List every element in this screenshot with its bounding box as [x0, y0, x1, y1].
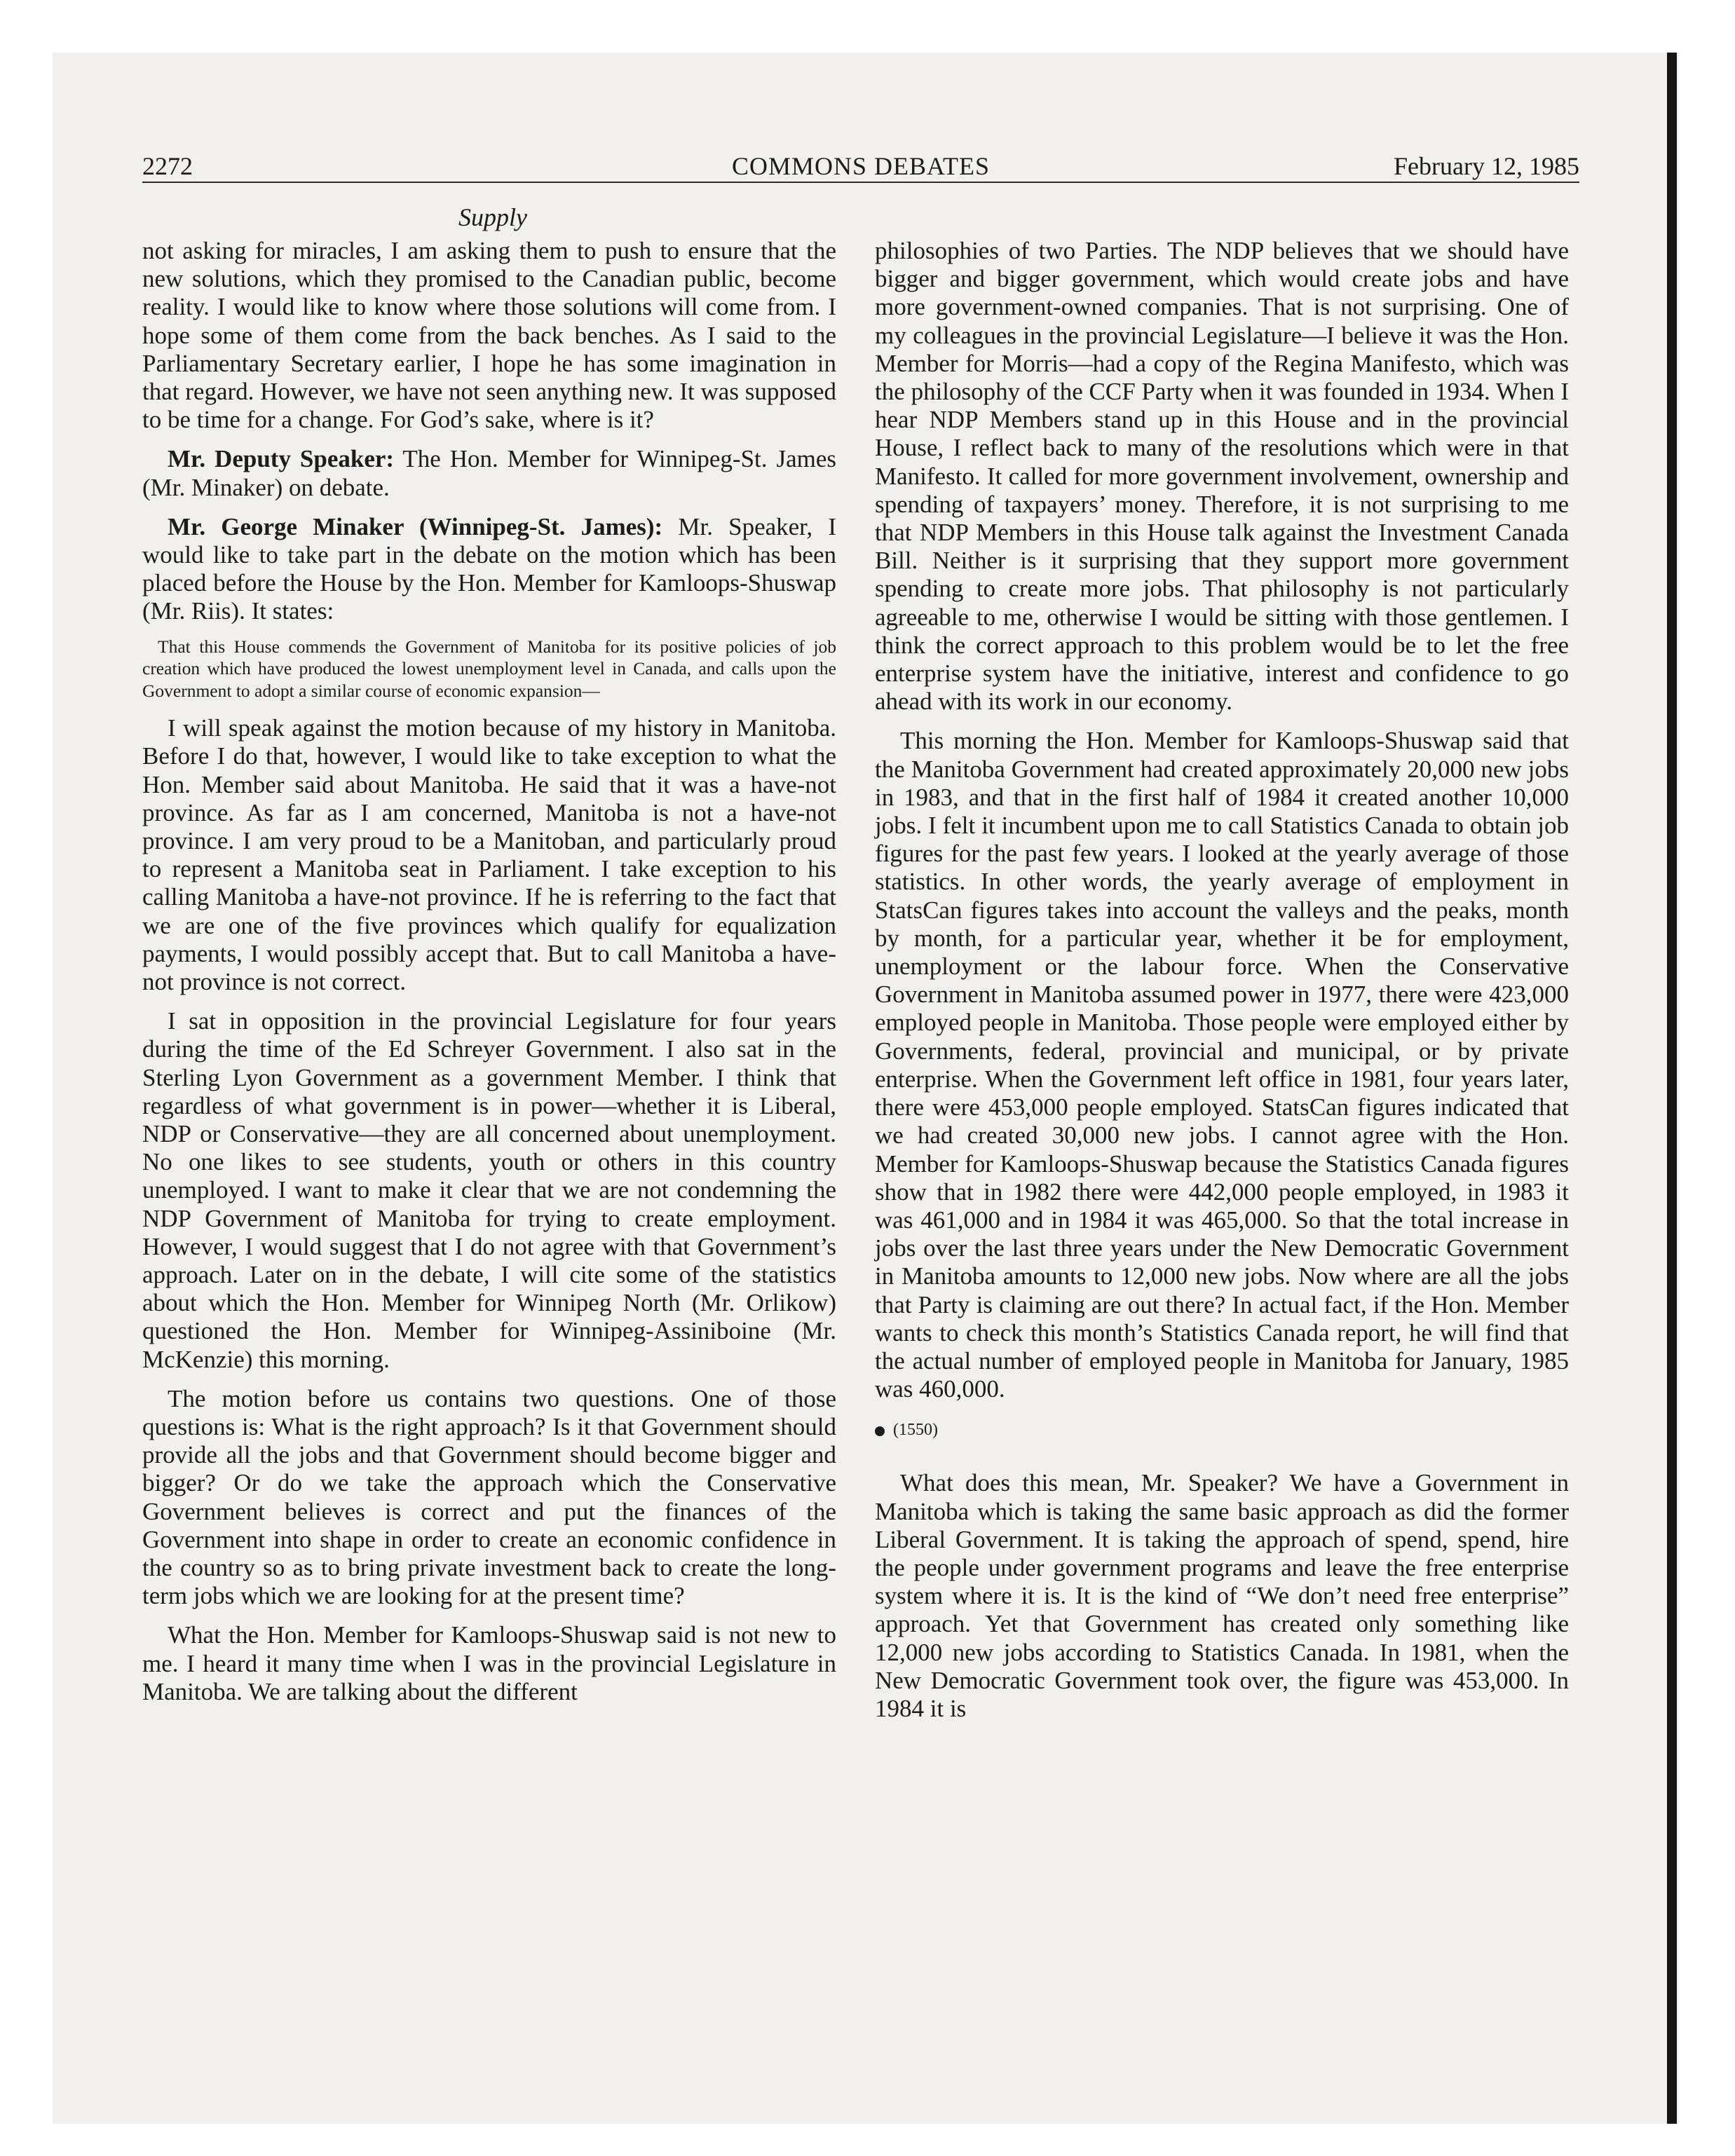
time-marker — [875, 1419, 1569, 1441]
paragraph: The motion before us contains two questions. One of those questions is: What is the right approach? Is it that Government should provide all the jobs and that Government should become bigger and bigger? Or do we take the approach which the Conservative Government believes is correct and put the finances of the Government into shape in order to create an economic confidence in the country so as to bring private investment back to create the long-term jobs which we are looking for at the present time? — [142, 1384, 836, 1610]
bullet-icon — [875, 1426, 885, 1436]
speech-text: The Hon. Member for Winnipeg-St. James (Mr. Minaker) on debate. — [142, 445, 836, 501]
header-rule — [142, 182, 1579, 183]
speaker-paragraph — [142, 445, 836, 501]
motion-quote: That this House commends the Government of Manitoba for its positive policies of job creation which have produced the lowest unemployment level in Canada, and calls upon the Government to adopt a similar course of economic expansion— — [142, 636, 836, 701]
publication-title: COMMONS DEBATES — [731, 152, 991, 180]
right-column — [875, 237, 1569, 1723]
publication-date: February 12, 1985 — [1394, 152, 1579, 180]
paragraph: What the Hon. Member for Kamloops-Shuswap said is not new to me. I heard it many time when I was in the provincial Legislature in Manitoba. We are talking about the different — [142, 1621, 836, 1705]
left-column — [142, 237, 836, 1706]
paragraph: This morning the Hon. Member for Kamloops-Shuswap said that the Manitoba Government had created approximately 20,000 new jobs in 1983, and that in the first half of 1984 it created another 10,000 jobs. I felt it incumbent upon me to call Statistics Canada to obtain job figures for the past few years. I looked at the yearly average of those statistics. In other words, the yearly average of employment in StatsCan figures takes into account the valleys and the peaks, month by month, for a particular year, whether it be for employment, unemployment or the labour force. When the Conservative Government in Manitoba assumed power in 1977, there were 423,000 employed people in Manitoba. Those people were employed either by Governments, federal, provincial and municipal, or by private enterprise. When the Government left office in 1981, four years later, there were 453,000 people employed. StatsCan figures indicated that we had created 30,000 new jobs. I cannot agree with the Hon. Member for Kamloops-Shuswap because the Statistics Canada figures show that in 1982 there were 442,000 people employed, in 1983 it was 461,000 and in 1984 it was 465,000. So that the total increase in jobs over the last three years under the New Democratic Government in Manitoba amounts to 12,000 new jobs. Now where are all the jobs that Party is claiming are out there? In actual fact, if the Hon. Member wants to check this month’s Statistics Canada report, he will find that the actual number of employed people in Manitoba for January, 1985 was 460,000. — [875, 727, 1569, 1403]
section-title: Supply — [458, 203, 527, 231]
page-number: 2272 — [142, 152, 193, 180]
page-header — [142, 149, 1579, 184]
paragraph: What does this mean, Mr. Speaker? We have a Government in Manitoba which is taking the same basic approach as did the former Liberal Government. It is taking the approach of spend, spend, hire the people under government programs and leave the free enterprise system where it is. It is the kind of “We don’t need free enterprise” approach. Yet that Government has created only something like 12,000 new jobs according to Statistics Canada. In 1981, when the New Democratic Government took over, the figure was 453,000. In 1984 it is — [875, 1469, 1569, 1722]
scan-edge-bar — [1667, 53, 1677, 2124]
speech-text: Mr. Speaker, I would like to take part in the debate on the motion which has been placed before the House by the Hon. Member for Kamloops-Shuswap (Mr. Riis). It states: — [142, 512, 836, 625]
speaker-name: Mr. George Minaker (Winnipeg-St. James): — [168, 512, 663, 540]
speaker-paragraph — [142, 513, 836, 626]
paragraph: philosophies of two Parties. The NDP believes that we should have bigger and bigger government, which would create jobs and have more government-owned companies. That is not surprising. One of my colleagues in the provincial Legislature—I believe it was the Hon. Member for Morris—had a copy of the Regina Manifesto, which was the philosophy of the CCF Party when it was founded in 1934. When I hear NDP Members stand up in this House and in the provincial House, I reflect back to many of the resolutions which were in that Manifesto. It called for more government involvement, ownership and spending of taxpayers’ money. Therefore, it is not surprising to me that NDP Members in this House talk against the Investment Canada Bill. Neither is it surprising that they support more government spending to create more jobs. That philosophy is not particularly agreeable to me, otherwise I would be sitting with those gentlemen. I think the correct approach to this problem would be to let the free enterprise system have the initiative, interest and confidence to go ahead with its work in our economy. — [875, 237, 1569, 716]
speaker-name: Mr. Deputy Speaker: — [168, 445, 395, 473]
paragraph: I will speak against the motion because of my history in Manitoba. Before I do that, however, I would like to take exception to what the Hon. Member said about Manitoba. He said that it was a have-not province. As far as I am concerned, Manitoba is not a have-not province. I am very proud to be a Manitoban, and particularly proud to represent a Manitoba seat in Parliament. I take exception to his calling Manitoba a have-not province. If he is referring to the fact that we are one of the five provinces which qualify for equalization payments, I would possibly accept that. But to call Manitoba a have-not province is not correct. — [142, 714, 836, 995]
paragraph: not asking for miracles, I am asking them to push to ensure that the new solutions, which they promised to the Canadian public, become reality. I would like to know where those solutions will come from. I hope some of them come from the back benches. As I said to the Parliamentary Secretary earlier, I hope he has some imagination in that regard. However, we have not seen anything new. It was supposed to be time for a change. For God’s sake, where is it? — [142, 237, 836, 434]
paragraph: I sat in opposition in the provincial Legislature for four years during the time of the Ed Schreyer Government. I also sat in the Sterling Lyon Government as a government Member. I think that regardless of what government is in power—whether it is Liberal, NDP or Conservative—they are all concerned about unemployment. No one likes to see students, youth or others in this country unemployed. I want to make it clear that we are not condemning the NDP Government of Manitoba for trying to create employment. However, I would suggest that I do not agree with that Government’s approach. Later on in the debate, I will cite some of the statistics about which the Hon. Member for Winnipeg North (Mr. Orlikow) questioned the Hon. Member for Winnipeg-Assiniboine (Mr. McKenzie) this morning. — [142, 1007, 836, 1373]
time-marker-label: (1550) — [893, 1421, 938, 1440]
